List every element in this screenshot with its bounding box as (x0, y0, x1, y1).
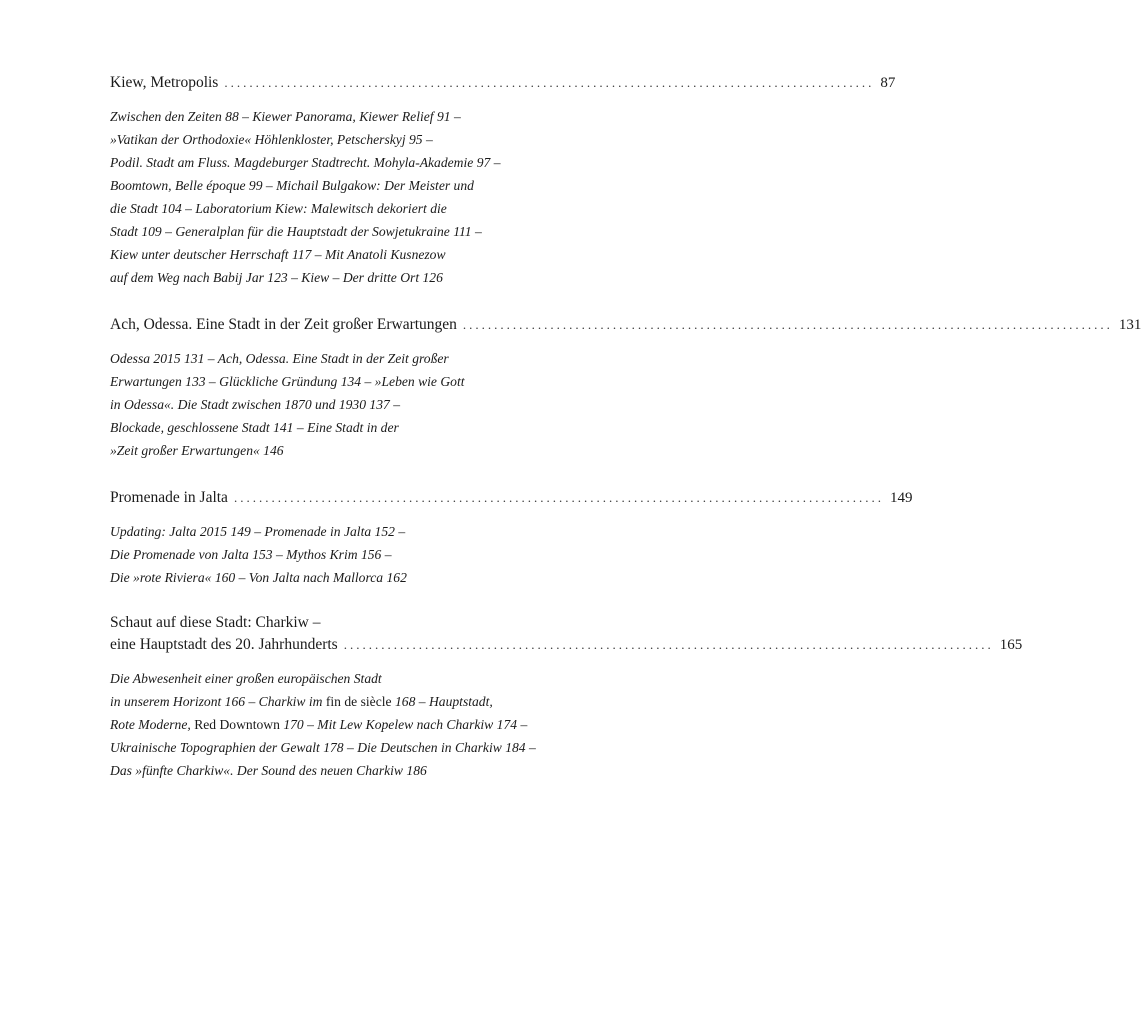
chapter-summary (110, 520, 592, 589)
summary-line: Odessa 2015 131 – Ach, Odessa. Eine Stadt in der Zeit großer (110, 351, 449, 366)
summary-line: in Odessa«. Die Stadt zwischen 1870 und 1930 137 – (110, 397, 400, 412)
chapter-title-line-1: Schaut auf diese Stadt: Charkiw – (110, 614, 321, 631)
dot-leader: ........................................................................................................ (343, 637, 994, 652)
page-number: 149 (889, 490, 913, 506)
toc-heading-row (110, 634, 1023, 656)
summary-line: Die Abwesenheit einer großen europäischen Stadt (110, 671, 382, 686)
summary-line (110, 713, 592, 736)
dot-leader: ........................................................................................................ (462, 317, 1113, 332)
toc-heading-row (110, 487, 913, 509)
summary-fragment: Rote Moderne, (110, 717, 191, 732)
summary-fragment-upright: Red Downtown (194, 717, 280, 732)
summary-line: Stadt 109 – Generalplan für die Hauptstadt der Sowjetukraine 111 – (110, 224, 482, 239)
summary-fragment: 170 – Mit Lew Kopelew nach Charkiw 174 – (283, 717, 528, 732)
summary-line (110, 690, 592, 713)
toc-entry-odessa (110, 314, 1141, 462)
toc-heading-row (110, 72, 896, 94)
chapter-summary (110, 105, 592, 289)
dot-leader: ........................................................................................................ (224, 75, 875, 90)
toc-entry-jalta (110, 487, 913, 589)
summary-line: Die »rote Riviera« 160 – Von Jalta nach Mallorca 162 (110, 570, 407, 585)
dot-leader: ........................................................................................................ (233, 490, 884, 505)
summary-line: Zwischen den Zeiten 88 – Kiewer Panorama, Kiewer Relief 91 – (110, 109, 461, 124)
summary-fragment: 168 – Hauptstadt, (394, 694, 493, 709)
page-number: 131 (1118, 317, 1141, 333)
summary-line: Das »fünfte Charkiw«. Der Sound des neuen Charkiw 186 (110, 763, 427, 778)
summary-line: »Vatikan der Orthodoxie« Höhlenkloster, Petscherskyj 95 – (110, 132, 433, 147)
page-number: 165 (999, 637, 1023, 653)
summary-line: Podil. Stadt am Fluss. Magdeburger Stadtrecht. Mohyla-Akademie 97 – (110, 155, 501, 170)
chapter-title: Promenade in Jalta (110, 489, 228, 506)
chapter-summary (110, 347, 592, 462)
summary-line: Updating: Jalta 2015 149 – Promenade in Jalta 152 – (110, 524, 406, 539)
summary-line: Blockade, geschlossene Stadt 141 – Eine Stadt in der (110, 420, 399, 435)
toc-entry-charkiw (110, 612, 1023, 782)
summary-fragment: in unserem Horizont 166 – Charkiw im (110, 694, 323, 709)
summary-line: Die Promenade von Jalta 153 – Mythos Krim 156 – (110, 547, 392, 562)
summary-line: die Stadt 104 – Laboratorium Kiew: Malewitsch dekoriert die (110, 201, 447, 216)
page-number: 87 (880, 75, 896, 91)
summary-line: Kiew unter deutscher Herrschaft 117 – Mit Anatoli Kusnezow (110, 247, 446, 262)
summary-fragment-upright: fin de siècle (325, 694, 392, 709)
chapter-title: Kiew, Metropolis (110, 74, 219, 91)
toc-heading-row (110, 314, 1141, 336)
chapter-summary (110, 667, 592, 782)
chapter-title: Ach, Odessa. Eine Stadt in der Zeit großer Erwartungen (110, 316, 457, 333)
summary-line: »Zeit großer Erwartungen« 146 (110, 443, 284, 458)
summary-line: Boomtown, Belle époque 99 – Michail Bulgakow: Der Meister und (110, 178, 474, 193)
summary-line: auf dem Weg nach Babij Jar 123 – Kiew – Der dritte Ort 126 (110, 270, 443, 285)
summary-line: Ukrainische Topographien der Gewalt 178 – Die Deutschen in Charkiw 184 – (110, 740, 536, 755)
chapter-title-line-2: eine Hauptstadt des 20. Jahrhunderts (110, 636, 338, 653)
toc-entry-kiew (110, 72, 896, 289)
summary-line: Erwartungen 133 – Glückliche Gründung 134 – »Leben wie Gott (110, 374, 465, 389)
